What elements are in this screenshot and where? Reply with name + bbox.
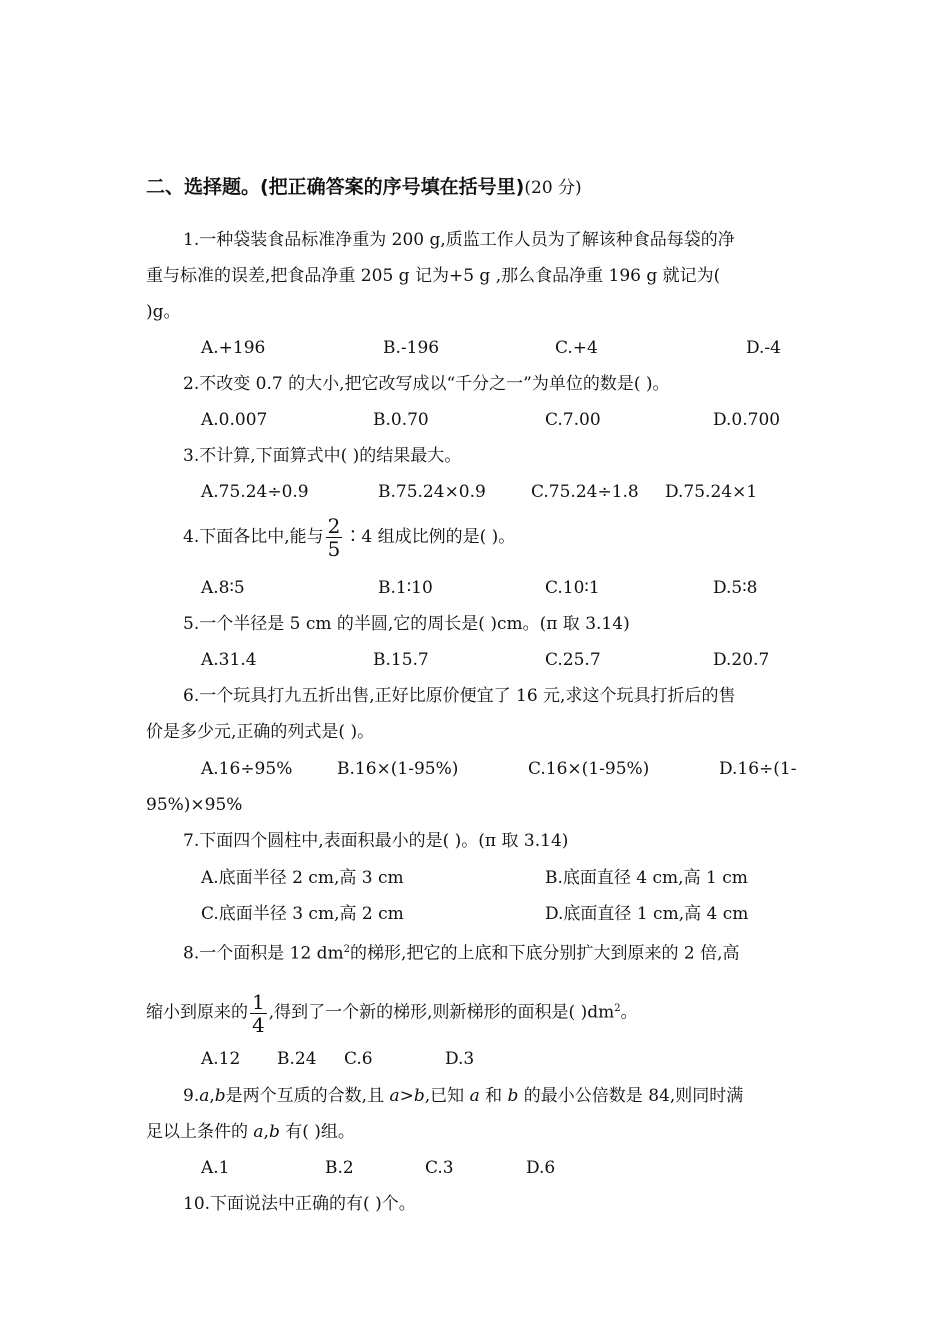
q1-line1: 1.一种袋装食品标准净重为 200 g,质监工作人员为了解该种食品每袋的净 bbox=[183, 230, 735, 250]
q9-comparison: a>b bbox=[389, 1086, 425, 1106]
q8-option-d[interactable]: D.3 bbox=[445, 1049, 475, 1069]
q5-option-d[interactable]: D.20.7 bbox=[713, 650, 770, 670]
q6-line1: 6.一个玩具打九五折出售,正好比原价便宜了 16 元,求这个玩具打折后的售 bbox=[183, 686, 736, 706]
q6-line2: 价是多少元,正确的列式是( )。 bbox=[146, 722, 375, 742]
q9-line2-var-a: a bbox=[253, 1122, 264, 1142]
q2-option-c[interactable]: C.7.00 bbox=[545, 410, 601, 430]
section-heading bbox=[146, 172, 582, 199]
q7-option-c[interactable]: C.底面半径 3 cm,高 2 cm bbox=[201, 904, 404, 924]
q9-part1: 9. bbox=[183, 1086, 200, 1106]
q9-line2-comma: , bbox=[263, 1122, 269, 1142]
q3-option-b[interactable]: B.75.24×0.9 bbox=[378, 482, 486, 502]
q9-var-a2: a bbox=[469, 1086, 480, 1106]
q9-option-c[interactable]: C.3 bbox=[425, 1158, 454, 1178]
q8-line2 bbox=[146, 986, 638, 1036]
q5-text: 5.一个半径是 5 cm 的半圆,它的周长是( )cm。(π 取 3.14) bbox=[183, 614, 630, 634]
q7-option-b[interactable]: B.底面直径 4 cm,高 1 cm bbox=[545, 868, 748, 888]
q4-option-d[interactable]: D.5∶8 bbox=[713, 578, 758, 598]
q9-var-a: a bbox=[199, 1086, 210, 1106]
q9-option-d[interactable]: D.6 bbox=[526, 1158, 556, 1178]
q8-line2-b: ,得到了一个新的梯形,则新梯形的面积是( )dm bbox=[268, 1002, 615, 1023]
q9-line2-c: 有( )组。 bbox=[279, 1122, 355, 1142]
q6-option-d-continued: 95%)×95% bbox=[146, 795, 243, 815]
section-points: (20 分) bbox=[524, 178, 582, 198]
q9-part2: , bbox=[209, 1086, 215, 1106]
q2-option-a[interactable]: A.0.007 bbox=[201, 410, 268, 430]
q4-fraction bbox=[326, 515, 343, 560]
q8-line2-c: 。 bbox=[620, 1002, 638, 1023]
q6-option-a[interactable]: A.16÷95% bbox=[201, 759, 293, 779]
q9-option-a[interactable]: A.1 bbox=[201, 1158, 230, 1178]
q6-option-c[interactable]: C.16×(1-95%) bbox=[528, 759, 650, 779]
q3-option-d[interactable]: D.75.24×1 bbox=[665, 482, 758, 502]
q8-line1-b: 的梯形,把它的上底和下底分别扩大到原来的 2 倍,高 bbox=[350, 943, 740, 964]
q9-part5: 和 bbox=[479, 1086, 508, 1106]
q8-unit-exponent: 2 bbox=[343, 944, 351, 955]
q7-option-d[interactable]: D.底面直径 1 cm,高 4 cm bbox=[545, 904, 749, 924]
q9-line1 bbox=[183, 1084, 743, 1108]
q3-option-a[interactable]: A.75.24÷0.9 bbox=[201, 482, 309, 502]
q9-part6: 的最小公倍数是 84,则同时满 bbox=[518, 1086, 744, 1106]
q6-option-d[interactable]: D.16÷(1- bbox=[719, 759, 797, 779]
q4-text bbox=[183, 514, 515, 560]
q8-line1-a: 8.一个面积是 12 dm bbox=[183, 943, 344, 964]
q1-line2: 重与标准的误差,把食品净重 205 g 记为+5 g ,那么食品净重 196 g 就记为( bbox=[146, 266, 721, 286]
q9-line2-var-b: b bbox=[268, 1122, 280, 1142]
q4-option-c[interactable]: C.10∶1 bbox=[545, 578, 600, 598]
q9-var-b: b bbox=[214, 1086, 226, 1106]
q1-option-b[interactable]: B.-196 bbox=[383, 338, 440, 358]
q1-option-d[interactable]: D.-4 bbox=[746, 338, 781, 358]
q5-option-c[interactable]: C.25.7 bbox=[545, 650, 601, 670]
section-title: 二、选择题。(把正确答案的序号填在括号里) bbox=[146, 176, 525, 198]
q5-option-a[interactable]: A.31.4 bbox=[201, 650, 257, 670]
q8-option-a[interactable]: A.12 bbox=[201, 1049, 241, 1069]
q9-var-b2: b bbox=[507, 1086, 519, 1106]
q1-option-c[interactable]: C.+4 bbox=[555, 338, 598, 358]
q9-option-b[interactable]: B.2 bbox=[325, 1158, 354, 1178]
q10-text: 10.下面说法中正确的有( )个。 bbox=[183, 1194, 416, 1214]
q6-option-b[interactable]: B.16×(1-95%) bbox=[337, 759, 459, 779]
q8-option-b[interactable]: B.24 bbox=[277, 1049, 317, 1069]
q4-fraction-numerator: 2 bbox=[327, 514, 341, 538]
q4-text-after: ∶4 组成比例的是( )。 bbox=[344, 527, 516, 547]
q3-text: 3.不计算,下面算式中( )的结果最大。 bbox=[183, 446, 462, 466]
q7-option-a[interactable]: A.底面半径 2 cm,高 3 cm bbox=[201, 868, 404, 888]
q9-line2-a: 足以上条件的 bbox=[146, 1122, 254, 1142]
q4-text-before: 4.下面各比中,能与 bbox=[183, 527, 324, 547]
q4-option-b[interactable]: B.1∶10 bbox=[378, 578, 433, 598]
q4-fraction-denominator: 5 bbox=[327, 537, 341, 561]
q8-fraction-denominator: 4 bbox=[252, 1012, 265, 1037]
q2-text: 2.不改变 0.7 的大小,把它改写成以“千分之一”为单位的数是( )。 bbox=[183, 374, 670, 394]
q9-part3: 是两个互质的合数,且 bbox=[225, 1086, 390, 1106]
q8-line2-exponent: 2 bbox=[614, 1003, 621, 1014]
q7-text: 7.下面四个圆柱中,表面积最小的是( )。(π 取 3.14) bbox=[183, 831, 569, 851]
q4-option-a[interactable]: A.8∶5 bbox=[201, 578, 245, 598]
q8-line1 bbox=[183, 938, 739, 966]
q1-line3: )g。 bbox=[146, 302, 181, 322]
q9-part4: ,已知 bbox=[424, 1086, 470, 1106]
q8-fraction-numerator: 1 bbox=[252, 989, 265, 1014]
q9-line2 bbox=[146, 1120, 355, 1144]
q8-line2-a: 缩小到原来的 bbox=[146, 1002, 248, 1023]
q1-option-a[interactable]: A.+196 bbox=[201, 338, 266, 358]
q8-option-c[interactable]: C.6 bbox=[344, 1049, 373, 1069]
q2-option-d[interactable]: D.0.700 bbox=[713, 410, 781, 430]
q5-option-b[interactable]: B.15.7 bbox=[373, 650, 429, 670]
q8-fraction bbox=[250, 991, 267, 1036]
q3-option-c[interactable]: C.75.24÷1.8 bbox=[531, 482, 639, 502]
q2-option-b[interactable]: B.0.70 bbox=[373, 410, 429, 430]
